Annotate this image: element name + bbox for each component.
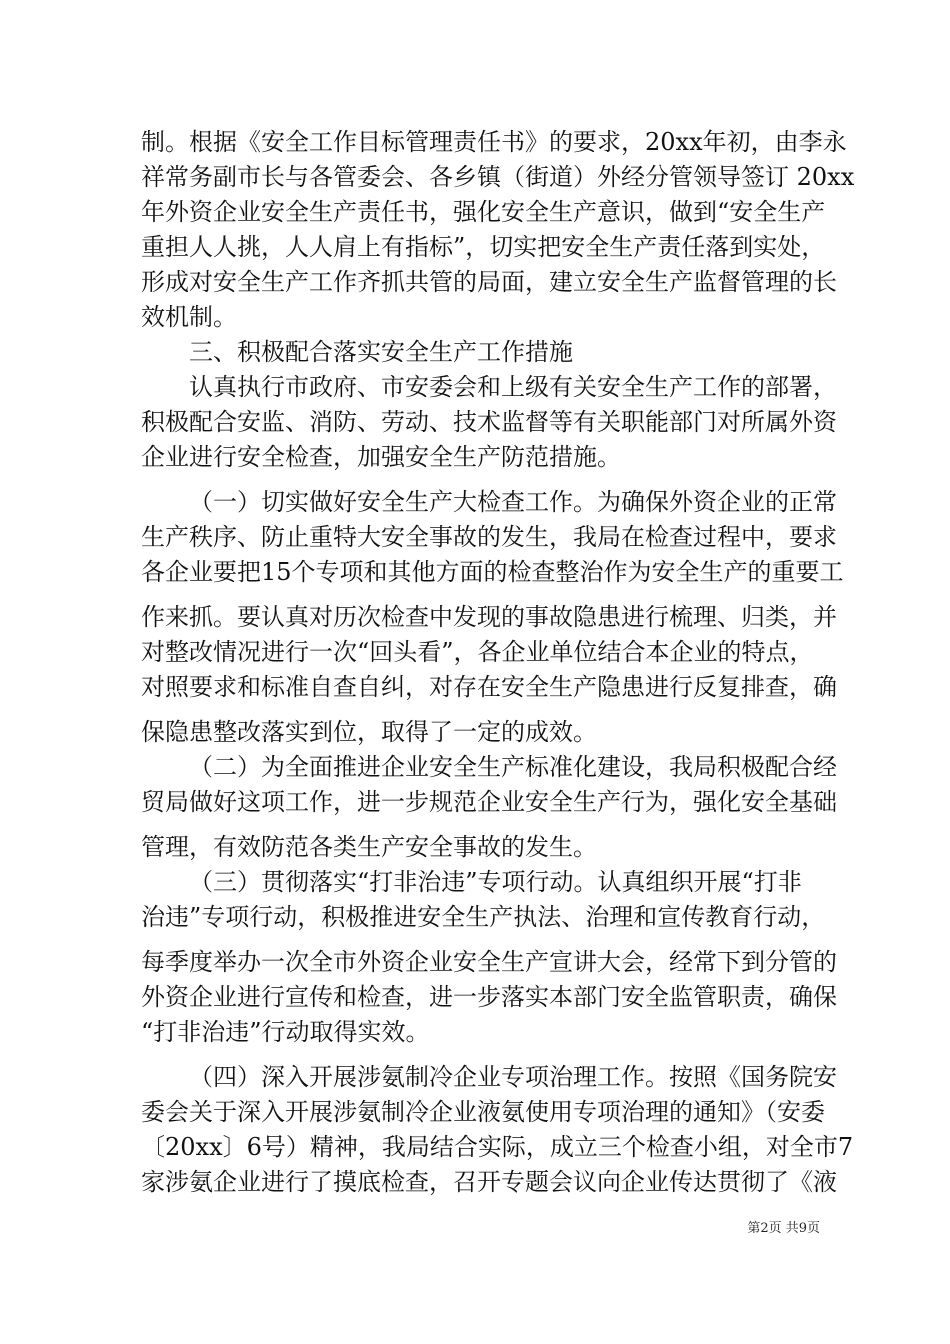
text-line: 效机制。 [141, 303, 237, 331]
text-line: 各企业要把15个专项和其他方面的检查整治作为安全生产的重要工 [141, 558, 844, 586]
text-line: 贸局做好这项工作，进一步规范企业安全生产行为，强化安全基础 [141, 788, 837, 816]
text-line: 祥常务副市长与各管委会、各乡镇（街道）外经分管领导签订 20xx [141, 163, 855, 191]
section-heading: 三、积极配合落实安全生产工作措施 [189, 338, 573, 366]
text-line: 每季度举办一次全市外资企业安全生产宣讲大会，经常下到分管的 [141, 948, 837, 976]
text-line: 生产秩序、防止重特大安全事故的发生，我局在检查过程中，要求 [141, 523, 837, 551]
text-line: 委会关于深入开展涉氨制冷企业液氨使用专项治理的通知》（安委 [141, 1098, 825, 1126]
text-line: 对整改情况进行一次“回头看”，各企业单位结合本企业的特点， [141, 638, 814, 666]
text-line: （一）切实做好安全生产大检查工作。为确保外资企业的正常 [189, 488, 837, 516]
text-line: （四）深入开展涉氨制冷企业专项治理工作。按照《国务院安 [189, 1063, 837, 1091]
text-line: 家涉氨企业进行了摸底检查，召开专题会议向企业传达贯彻了《液 [141, 1168, 837, 1196]
text-line: 年外资企业安全生产责任书，强化安全生产意识，做到“安全生产 [141, 198, 826, 226]
text-line: 形成对安全生产工作齐抓共管的局面，建立安全生产监督管理的长 [141, 268, 837, 296]
text-line: 重担人人挑，人人肩上有指标”，切实把安全生产责任落到实处， [141, 233, 826, 261]
text-line: 认真执行市政府、市安委会和上级有关安全生产工作的部署， [189, 373, 837, 401]
text-line: 制。根据《安全工作目标管理责任书》的要求，20xx年初，由李永 [141, 128, 847, 156]
text-line: 管理，有效防范各类生产安全事故的发生。 [141, 833, 597, 861]
text-line: “打非治违”行动取得实效。 [141, 1018, 430, 1046]
text-line: （三）贯彻落实“打非治违”专项行动。认真组织开展“打非 [189, 868, 802, 896]
page-number: 第2页 共9页 [747, 1221, 820, 1236]
text-line: 对照要求和标准自查自纠，对存在安全生产隐患进行反复排查，确 [141, 673, 837, 701]
text-line: 〔20xx〕6号）精神，我局结合实际，成立三个检查小组，对全市7 [141, 1133, 854, 1161]
text-line: 治违”专项行动，积极推进安全生产执法、治理和宣传教育行动， [141, 903, 826, 931]
text-line: 作来抓。要认真对历次检查中发现的事故隐患进行梳理、归类，并 [141, 603, 837, 631]
text-line: 外资企业进行宣传和检查，进一步落实本部门安全监管职责，确保 [141, 983, 837, 1011]
text-line: （二）为全面推进企业安全生产标准化建设，我局积极配合经 [189, 753, 837, 781]
text-line: 企业进行安全检查，加强安全生产防范措施。 [141, 443, 621, 471]
text-line: 保隐患整改落实到位，取得了一定的成效。 [141, 718, 597, 746]
text-line: 积极配合安监、消防、劳动、技术监督等有关职能部门对所属外资 [141, 408, 837, 436]
